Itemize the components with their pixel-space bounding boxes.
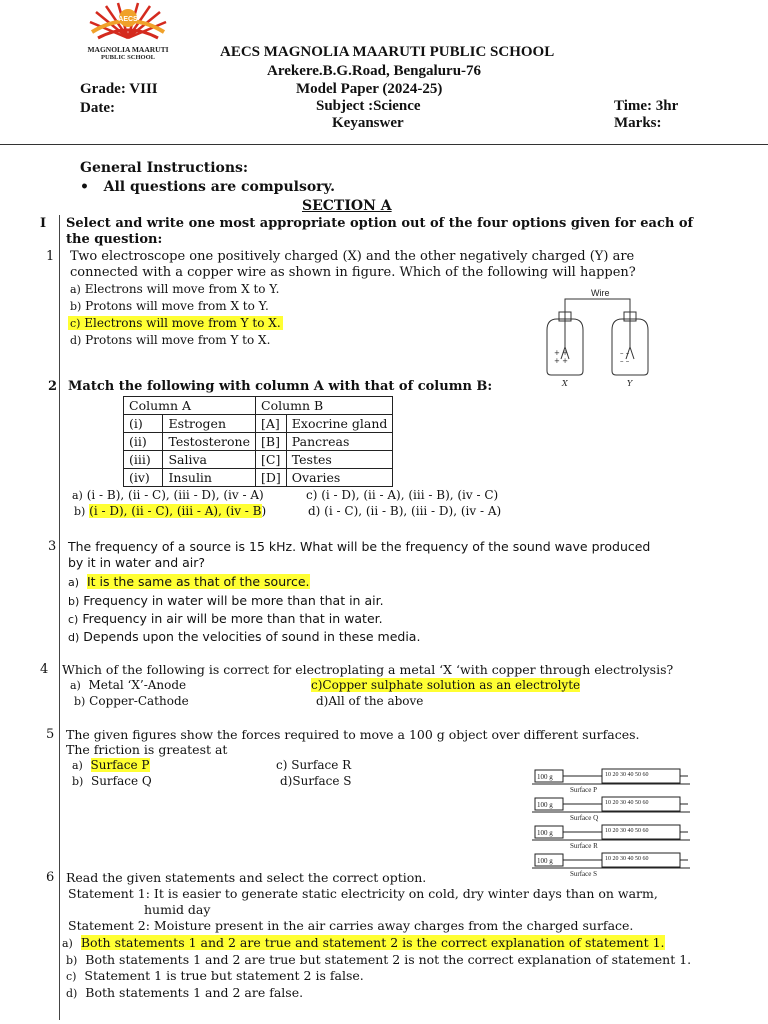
table-cell: [C]	[256, 451, 287, 469]
paper-title: Model Paper (2024-25)	[296, 81, 443, 97]
option-c-answer: c)Copper sulphate solution as an electrolyte	[311, 678, 581, 692]
option-text: Copper-Cathode	[89, 694, 189, 708]
svg-text:Surface P: Surface P	[570, 786, 598, 794]
option-a-answer	[72, 758, 150, 772]
logo-emblem-icon	[78, 2, 178, 42]
option-text: (i - D), (ii - C), (iii - A), (iv - B	[89, 504, 262, 518]
question-text: connected with a copper wire as shown in figure. Which of the following will happen?	[70, 265, 636, 280]
option-text: Electrons will move from Y to X.	[84, 316, 281, 330]
option-text: (i - B), (ii - C), (iii - D), (iv - A)	[86, 488, 264, 502]
option-label: d)	[66, 987, 78, 1000]
table-row	[124, 469, 393, 487]
option-label: a)	[70, 679, 81, 692]
svg-text:– –: – –	[620, 349, 630, 357]
option-d: d)Surface S	[280, 774, 352, 788]
logo-name: MAGNOLIA MAARUTI	[87, 45, 169, 54]
keyanswer-label: Keyanswer	[332, 115, 404, 131]
option-c: c) (i - D), (ii - A), (iii - B), (iv - C)	[306, 488, 499, 502]
option-text: Statement 1 is true but statement 2 is false.	[84, 968, 364, 983]
table-row	[124, 415, 393, 433]
fig-y-label: Y	[627, 379, 633, 388]
table-cell: Ovaries	[286, 469, 393, 487]
school-logo	[78, 2, 178, 61]
table-cell: Testosterone	[163, 433, 256, 451]
question-number: 4	[40, 662, 49, 677]
margin-line	[59, 215, 60, 1020]
question-text: by it in water and air?	[68, 555, 206, 570]
logo-sub: PUBLIC SCHOOL	[101, 54, 155, 61]
svg-text:– –: – –	[620, 357, 630, 365]
friction-surfaces-figure	[530, 762, 700, 880]
question-text: Which of the following is correct for electroplating a metal ‘X ‘with copper through electrolysis?	[62, 662, 674, 677]
option-d	[70, 333, 270, 347]
marks-label: Marks:	[614, 115, 662, 131]
match-table	[123, 396, 393, 487]
option-b	[70, 299, 269, 313]
instructions-bullet-text: All questions are compulsory.	[103, 179, 335, 195]
time-label: Time: 3hr	[614, 98, 679, 114]
option-label: b)	[70, 300, 82, 313]
svg-text:10 20 30 40 50 60: 10 20 30 40 50 60	[605, 800, 649, 806]
question-number: 3	[48, 539, 57, 554]
date-label: Date:	[80, 100, 115, 116]
statement-2: Statement 2: Moisture present in the air carries away charges from the charged surface.	[68, 918, 634, 933]
option-label: c)	[66, 970, 77, 983]
option-d: d)All of the above	[316, 694, 424, 708]
table-cell: [D]	[256, 469, 287, 487]
table-cell: (iv)	[124, 469, 163, 487]
option-label: c)	[68, 613, 79, 626]
question-number: 2	[48, 379, 58, 394]
option-b-answer	[74, 504, 266, 518]
option-d	[68, 629, 420, 644]
table-row	[124, 451, 393, 469]
option-label: d)	[70, 334, 82, 347]
svg-text:+ +: + +	[554, 357, 568, 365]
option-b	[68, 593, 384, 608]
option-label: d)	[68, 631, 80, 644]
statement-1-cont: humid day	[144, 902, 211, 917]
surface-p-row	[532, 769, 690, 794]
option-c	[66, 968, 364, 983]
part-instruction-line1: Select and write one most appropriate option out of the four options given for each of	[66, 216, 694, 231]
option-text: Protons will move from Y to X.	[85, 333, 271, 347]
option-c	[68, 611, 383, 626]
option-text: Frequency in water will be more than that in air.	[83, 593, 384, 608]
option-d	[66, 985, 303, 1000]
logo-top-text: AECS	[118, 16, 138, 23]
table-cell: Estrogen	[163, 415, 256, 433]
svg-text:10 20 30 40 50 60: 10 20 30 40 50 60	[605, 828, 649, 834]
grade-label: Grade: VIII	[80, 81, 158, 97]
option-text: Electrons will move from X to Y.	[84, 282, 280, 296]
option-text: Both statements 1 and 2 are true but statement 2 is not the correct explanation of statement 1.	[85, 952, 692, 967]
column-b-header: Column B	[256, 397, 393, 415]
header-divider	[0, 144, 768, 145]
option-text: It is the same as that of the source.	[87, 574, 310, 589]
option-d: d) (i - C), (ii - B), (iii - D), (iv - A)	[308, 504, 502, 518]
svg-text:Surface R: Surface R	[570, 842, 598, 850]
school-address: Arekere.B.G.Road, Bengaluru-76	[267, 63, 482, 79]
option-label: a)	[68, 576, 80, 589]
option-c: c) Surface R	[276, 758, 352, 772]
option-text: Metal ‘X’-Anode	[88, 678, 187, 692]
option-text: Surface P	[90, 758, 150, 772]
option-b	[66, 952, 691, 967]
option-text: Protons will move from X to Y.	[85, 299, 269, 313]
option-label: b)	[74, 505, 86, 518]
table-cell: Exocrine gland	[286, 415, 393, 433]
option-text: Surface Q	[90, 774, 152, 788]
svg-text:100 g: 100 g	[537, 829, 553, 837]
question-text: Match the following with column A with that of column B:	[68, 379, 493, 394]
table-cell: (ii)	[124, 433, 163, 451]
table-cell: Testes	[286, 451, 393, 469]
option-label: a)	[62, 937, 73, 950]
table-cell: [B]	[256, 433, 287, 451]
option-text: Both statements 1 and 2 are false.	[85, 985, 304, 1000]
option-label: b)	[66, 954, 78, 967]
question-number: 1	[46, 249, 55, 264]
option-text: Depends upon the velocities of sound in these media.	[83, 629, 421, 644]
column-a-header: Column A	[124, 397, 256, 415]
option-label: a)	[72, 489, 83, 502]
option-b	[72, 774, 152, 788]
question-number: 5	[46, 727, 55, 742]
question-text: The friction is greatest at	[66, 742, 228, 757]
svg-text:+ +: + +	[554, 349, 568, 357]
bullet-icon: •	[80, 179, 89, 195]
part-number: I	[40, 216, 47, 231]
option-text-tail: )	[261, 504, 267, 518]
option-text: Both statements 1 and 2 are true and statement 2 is the correct explanation of statement 1.	[80, 935, 665, 950]
statement-1: Statement 1: It is easier to generate static electricity on cold, dry winter days than on warm,	[68, 886, 658, 901]
question-number: 6	[46, 870, 55, 885]
question-text: The given figures show the forces required to move a 100 g object over different surfaces.	[66, 727, 640, 742]
option-text: Frequency in air will be more than that in water.	[82, 611, 383, 626]
svg-text:100 g: 100 g	[537, 857, 553, 865]
option-label: a)	[70, 283, 81, 296]
section-title: SECTION A	[302, 198, 392, 214]
table-cell: Insulin	[163, 469, 256, 487]
electroscope-figure	[535, 285, 660, 390]
svg-text:10 20 30 40 50 60: 10 20 30 40 50 60	[605, 856, 649, 862]
table-cell: [A]	[256, 415, 287, 433]
surface-r-row	[532, 825, 690, 850]
school-name: AECS MAGNOLIA MAARUTI PUBLIC SCHOOL	[220, 44, 555, 60]
table-cell: Pancreas	[286, 433, 393, 451]
question-text: Two electroscope one positively charged (X) and the other negatively charged (Y) are	[70, 249, 635, 264]
instructions-bullet	[80, 179, 335, 195]
option-a	[70, 678, 186, 692]
option-a	[70, 282, 280, 296]
table-cell: Saliva	[163, 451, 256, 469]
option-label: b)	[68, 595, 80, 608]
svg-text:100 g: 100 g	[537, 773, 553, 781]
svg-text:Surface S: Surface S	[570, 870, 598, 878]
table-header-row	[124, 397, 393, 415]
option-label: b)	[72, 775, 84, 788]
option-label: b)	[74, 695, 86, 708]
option-a-answer	[68, 574, 310, 589]
fig-wire-label: Wire	[591, 288, 610, 298]
svg-text:10 20 30 40 50 60: 10 20 30 40 50 60	[605, 772, 649, 778]
fig-x-label: X	[562, 379, 568, 388]
table-cell: (iii)	[124, 451, 163, 469]
table-row	[124, 433, 393, 451]
option-label: a)	[72, 759, 83, 772]
question-text: Read the given statements and select the correct option.	[66, 870, 427, 885]
option-a	[72, 488, 264, 502]
table-cell: (i)	[124, 415, 163, 433]
svg-text:Surface Q: Surface Q	[570, 814, 599, 822]
subject-label: Subject :Science	[316, 98, 421, 114]
part-instruction-line2: the question:	[66, 232, 163, 247]
option-c-answer	[68, 316, 283, 330]
svg-text:100 g: 100 g	[537, 801, 553, 809]
instructions-title: General Instructions:	[80, 160, 249, 176]
question-text: The frequency of a source is 15 kHz. What will be the frequency of the sound wave produced	[68, 539, 651, 554]
option-b	[74, 694, 189, 708]
surface-q-row	[532, 797, 690, 822]
option-label: c)	[70, 317, 81, 330]
surface-s-row	[532, 853, 690, 878]
option-a-answer	[62, 935, 665, 950]
